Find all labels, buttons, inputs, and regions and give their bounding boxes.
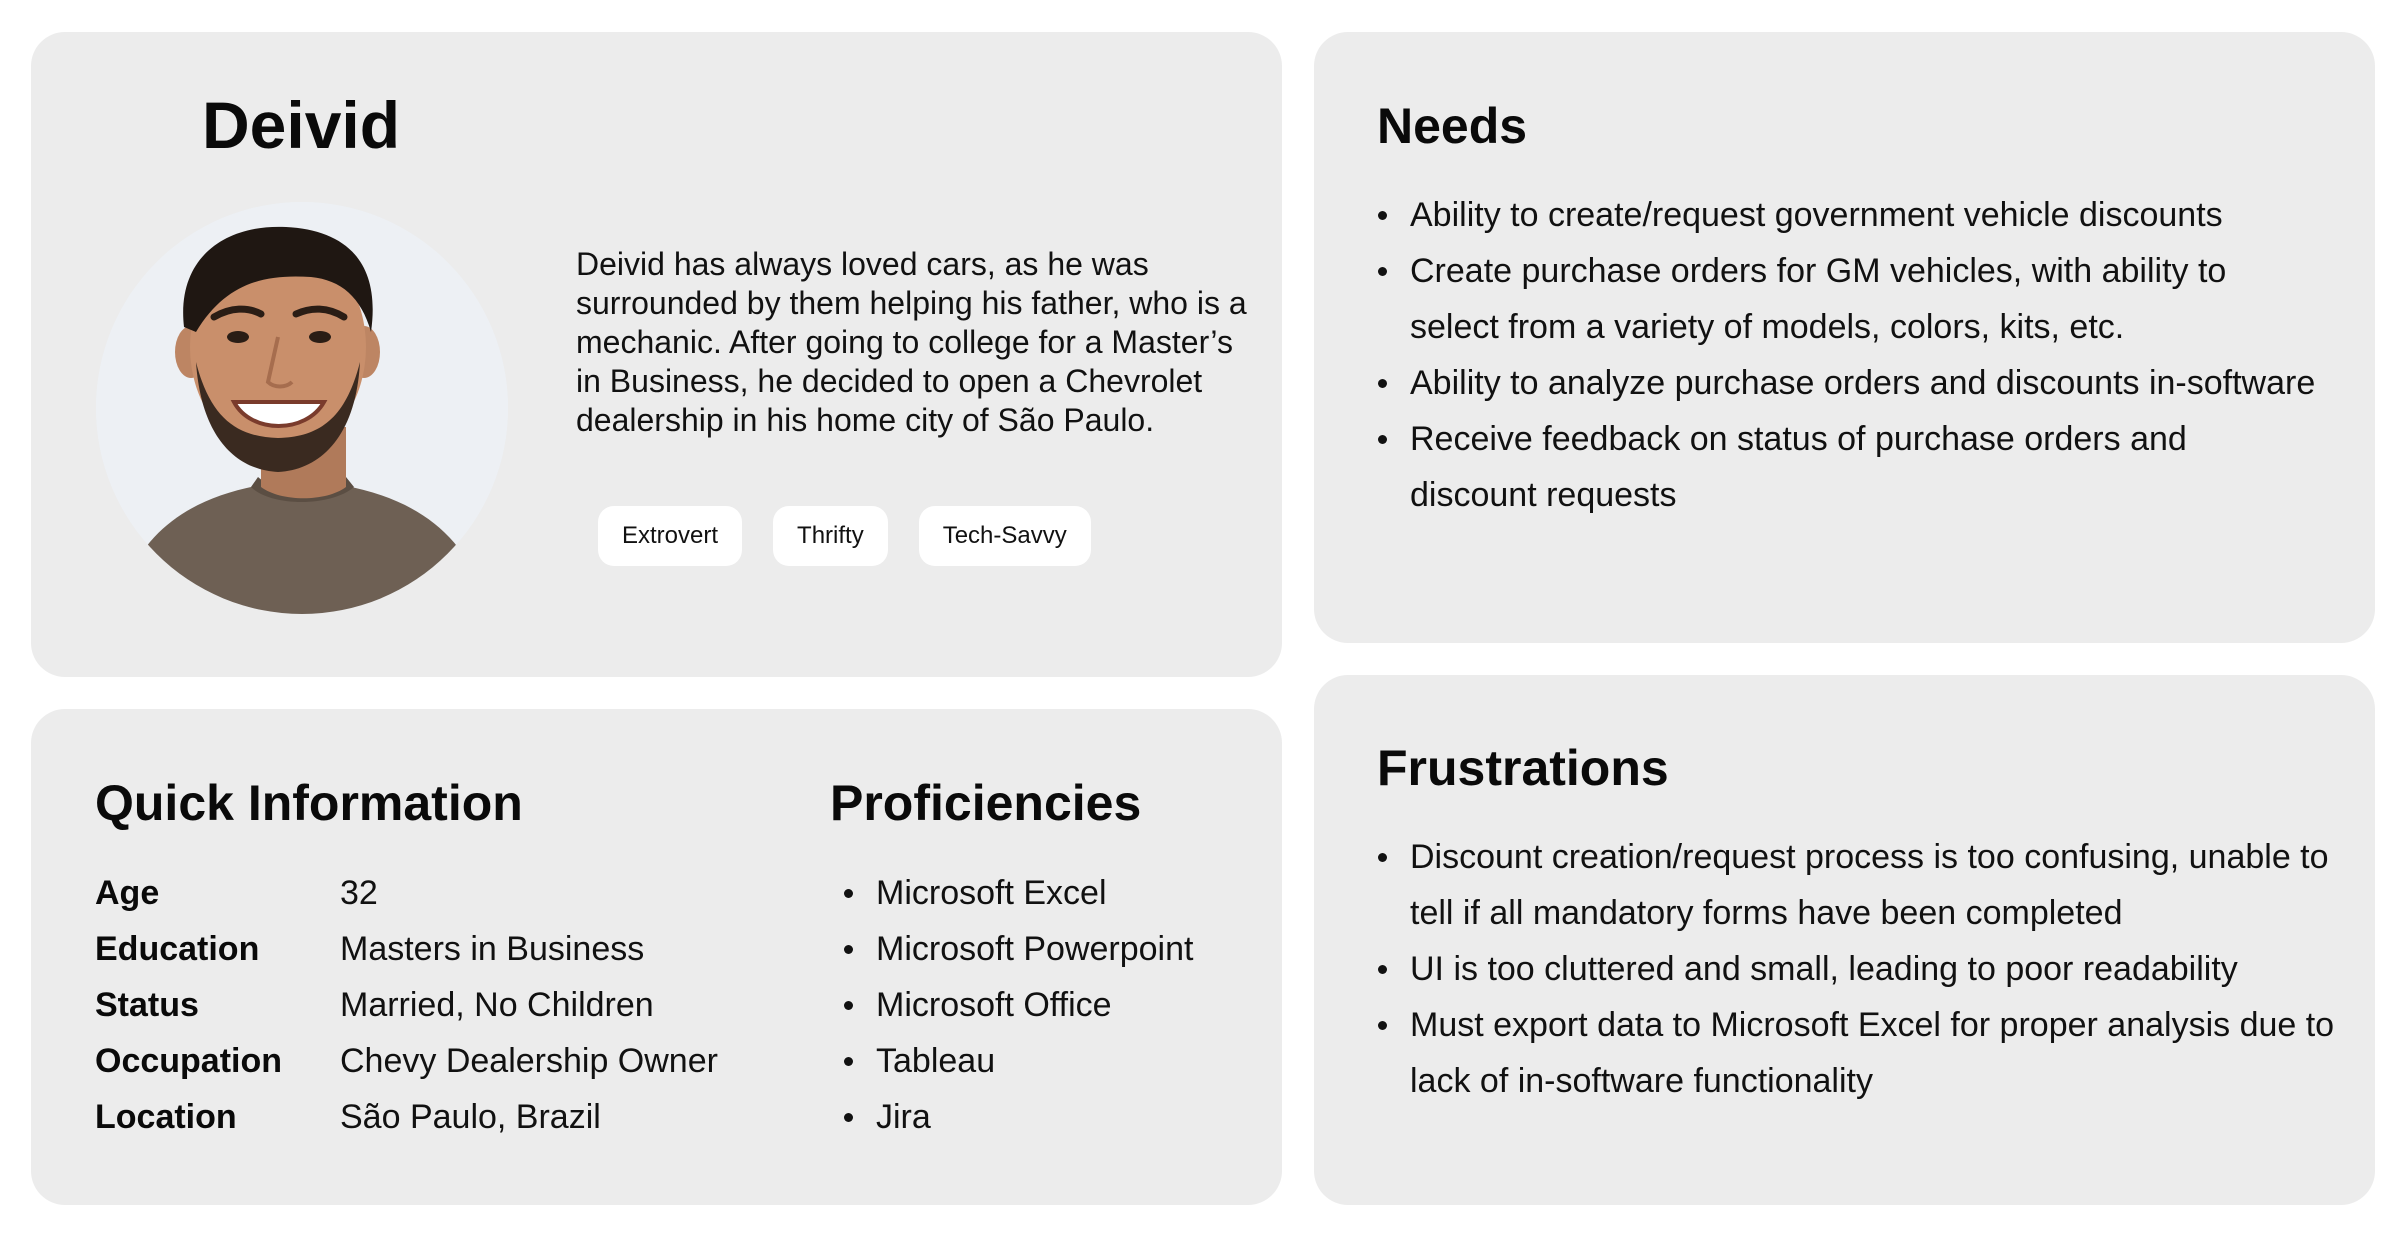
list-item: Microsoft Excel (828, 865, 1248, 921)
list-item: Ability to analyze purchase orders and discounts in-software (1362, 355, 2322, 411)
list-item: Create purchase orders for GM vehicles, with ability to select from a variety of models, colors, kits, etc. (1362, 243, 2322, 355)
quick-info-title: Quick Information (95, 775, 523, 831)
list-item: UI is too cluttered and small, leading to poor readability (1362, 941, 2352, 997)
info-value: Masters in Business (340, 929, 645, 968)
trait-tags (598, 506, 1091, 566)
list-item: Receive feedback on status of purchase orders and discount requests (1362, 411, 2322, 523)
info-label: Education (95, 929, 260, 968)
proficiencies-title: Proficiencies (830, 775, 1142, 831)
info-row-occupation (95, 1033, 718, 1089)
tag-extrovert: Extrovert (598, 506, 742, 566)
quick-info-card (31, 709, 1282, 1205)
persona-name: Deivid (202, 88, 401, 162)
list-item: Tableau (828, 1033, 1248, 1089)
persona-bio: Deivid has always loved cars, as he was surrounded by them helping his father, who is a mechanic. After going to college for a Master’s in Business, he decided to open a Chevrolet dealership in his home city of São Paulo. (576, 246, 1247, 438)
info-row-education (95, 921, 718, 977)
info-label: Status (95, 985, 199, 1024)
needs-title: Needs (1377, 98, 1528, 154)
proficiencies-list (828, 865, 1248, 1145)
tag-tech-savvy: Tech-Savvy (919, 506, 1091, 566)
frustrations-card (1314, 675, 2375, 1205)
info-value: Married, No Children (340, 985, 654, 1024)
needs-list (1362, 187, 2322, 523)
frustrations-list (1362, 829, 2352, 1109)
info-label: Location (95, 1097, 237, 1136)
list-item: Microsoft Office (828, 977, 1248, 1033)
info-row-location (95, 1089, 718, 1145)
needs-card (1314, 32, 2375, 643)
info-label: Occupation (95, 1041, 283, 1080)
list-item: Jira (828, 1089, 1248, 1145)
info-value: 32 (340, 873, 378, 912)
info-value: São Paulo, Brazil (340, 1097, 601, 1136)
quick-info-table (95, 865, 718, 1145)
frustrations-title: Frustrations (1377, 740, 1669, 796)
tag-thrifty: Thrifty (773, 506, 888, 566)
list-item: Discount creation/request process is too confusing, unable to tell if all mandatory forms have been completed (1362, 829, 2352, 941)
info-value: Chevy Dealership Owner (340, 1041, 718, 1080)
info-row-status (95, 977, 718, 1033)
avatar (96, 202, 508, 614)
list-item: Ability to create/request government vehicle discounts (1362, 187, 2322, 243)
avatar-photo (96, 202, 508, 614)
list-item: Microsoft Powerpoint (828, 921, 1248, 977)
info-label: Age (95, 873, 160, 912)
list-item: Must export data to Microsoft Excel for proper analysis due to lack of in-software functionality (1362, 997, 2352, 1109)
info-row-age (95, 865, 718, 921)
profile-card (31, 32, 1282, 677)
